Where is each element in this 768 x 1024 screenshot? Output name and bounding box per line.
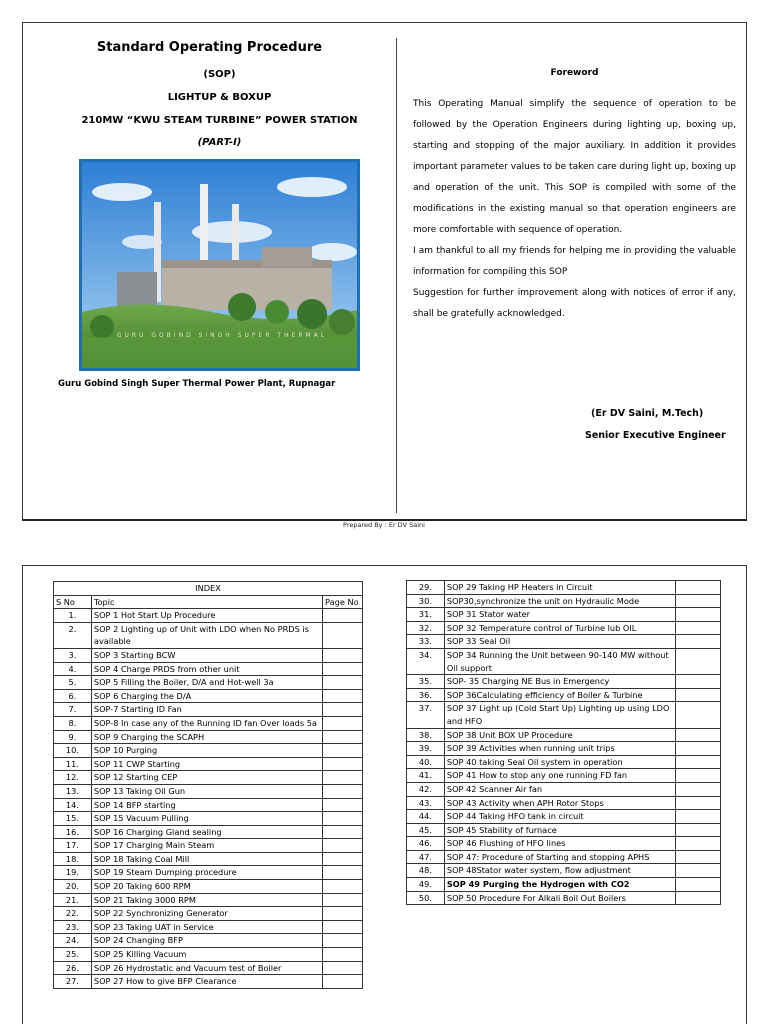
row-page bbox=[676, 688, 721, 702]
row-page bbox=[676, 742, 721, 756]
row-topic: SOP 4 Charge PRDS from other unit bbox=[91, 662, 322, 676]
table-row bbox=[407, 864, 721, 878]
row-number: 22. bbox=[54, 907, 92, 921]
row-topic: SOP30,synchronize the unit on Hydraulic Mode bbox=[444, 594, 675, 608]
table-row bbox=[407, 675, 721, 689]
row-page bbox=[323, 757, 363, 771]
table-row bbox=[407, 796, 721, 810]
table-row bbox=[54, 703, 363, 717]
row-page bbox=[323, 648, 363, 662]
row-topic: SOP 39 Activities when running unit trips bbox=[444, 742, 675, 756]
row-topic: SOP 3 Starting BCW bbox=[91, 648, 322, 662]
row-page bbox=[676, 837, 721, 851]
photo-overlay-text: GURU GOBIND SINGH SUPER THERMAL bbox=[116, 332, 328, 339]
row-number: 36. bbox=[407, 688, 445, 702]
table-row bbox=[407, 688, 721, 702]
power-plant-photo bbox=[79, 159, 360, 371]
table-row bbox=[54, 784, 363, 798]
row-number: 39. bbox=[407, 742, 445, 756]
row-number: 47. bbox=[407, 850, 445, 864]
row-page bbox=[676, 648, 721, 674]
row-number: 43. bbox=[407, 796, 445, 810]
row-number: 46. bbox=[407, 837, 445, 851]
row-topic: SOP 15 Vacuum Pulling bbox=[91, 812, 322, 826]
row-topic: SOP 32 Temperature control of Turbine lub OIL bbox=[444, 621, 675, 635]
row-page bbox=[676, 608, 721, 622]
row-number: 26. bbox=[54, 961, 92, 975]
row-page bbox=[676, 702, 721, 728]
row-number: 19. bbox=[54, 866, 92, 880]
table-row bbox=[407, 608, 721, 622]
row-topic: SOP 16 Charging Gland sealing bbox=[91, 825, 322, 839]
row-number: 49. bbox=[407, 878, 445, 892]
row-topic: SOP 36Calculating efficiency of Boiler & Turbine bbox=[444, 688, 675, 702]
table-row bbox=[54, 648, 363, 662]
table-row bbox=[407, 823, 721, 837]
column-divider bbox=[396, 38, 397, 513]
table-row bbox=[54, 798, 363, 812]
table-row bbox=[54, 907, 363, 921]
row-page bbox=[323, 798, 363, 812]
row-topic: SOP 26 Hydrostatic and Vacuum test of Boiler bbox=[91, 961, 322, 975]
row-number: 14. bbox=[54, 798, 92, 812]
row-topic: SOP 34 Running the Unit between 90-140 MW without Oil support bbox=[444, 648, 675, 674]
row-page bbox=[323, 880, 363, 894]
row-topic: SOP 33 Seal Oil bbox=[444, 635, 675, 649]
row-page bbox=[676, 810, 721, 824]
row-page bbox=[323, 784, 363, 798]
row-topic: SOP 19 Steam Dumping procedure bbox=[91, 866, 322, 880]
row-number: 8. bbox=[54, 716, 92, 730]
index-page bbox=[22, 565, 747, 1024]
header-page: Page No bbox=[323, 595, 363, 609]
row-topic: SOP 12 Starting CEP bbox=[91, 771, 322, 785]
index-title: INDEX bbox=[54, 582, 363, 596]
row-number: 3. bbox=[54, 648, 92, 662]
row-page bbox=[323, 934, 363, 948]
row-topic: SOP 25 Killing Vacuum bbox=[91, 948, 322, 962]
row-page bbox=[323, 622, 363, 648]
row-page bbox=[676, 878, 721, 892]
table-row bbox=[54, 880, 363, 894]
row-number: 2. bbox=[54, 622, 92, 648]
row-number: 50. bbox=[407, 891, 445, 905]
table-row bbox=[54, 662, 363, 676]
row-topic: SOP 9 Charging the SCAPH bbox=[91, 730, 322, 744]
row-number: 16. bbox=[54, 825, 92, 839]
row-topic: SOP 43 Activity when APH Rotor Stops bbox=[444, 796, 675, 810]
signature-title: Senior Executive Engineer bbox=[585, 430, 726, 441]
row-number: 6. bbox=[54, 689, 92, 703]
table-row bbox=[407, 621, 721, 635]
row-page bbox=[323, 975, 363, 989]
row-topic: SOP 37 Light up (Cold Start Up) Lighting up using LDO and HFO bbox=[444, 702, 675, 728]
row-number: 38. bbox=[407, 728, 445, 742]
row-page bbox=[676, 850, 721, 864]
row-topic: SOP 50 Procedure For Alkali Boil Out Boilers bbox=[444, 891, 675, 905]
row-number: 13. bbox=[54, 784, 92, 798]
index-table-left bbox=[53, 581, 363, 989]
row-page bbox=[323, 852, 363, 866]
table-row bbox=[54, 961, 363, 975]
table-row bbox=[54, 948, 363, 962]
row-page bbox=[323, 812, 363, 826]
index-table-right bbox=[406, 580, 721, 905]
row-page bbox=[676, 635, 721, 649]
table-row bbox=[54, 771, 363, 785]
table-row bbox=[54, 676, 363, 690]
foreword-paragraph-2: I am thankful to all my friends for helping me in providing the valuable information for compiling this SOP bbox=[413, 246, 736, 277]
table-row bbox=[407, 878, 721, 892]
row-topic: SOP 13 Taking Oil Gun bbox=[91, 784, 322, 798]
row-topic: SOP- 35 Charging NE Bus in Emergency bbox=[444, 675, 675, 689]
row-topic: SOP 24 Changing BFP bbox=[91, 934, 322, 948]
row-topic: SOP 41 How to stop any one running FD fan bbox=[444, 769, 675, 783]
row-page bbox=[676, 594, 721, 608]
row-topic: SOP 5 Filling the Boiler, D/A and Hot-well 3a bbox=[91, 676, 322, 690]
table-row bbox=[407, 769, 721, 783]
table-row bbox=[54, 839, 363, 853]
row-number: 45. bbox=[407, 823, 445, 837]
row-page bbox=[323, 744, 363, 758]
row-number: 1. bbox=[54, 609, 92, 623]
table-row bbox=[54, 744, 363, 758]
table-row bbox=[54, 893, 363, 907]
table-row bbox=[54, 716, 363, 730]
row-topic: SOP 45 Stability of furnace bbox=[444, 823, 675, 837]
row-number: 44. bbox=[407, 810, 445, 824]
row-topic: SOP 23 Taking UAT in Service bbox=[91, 920, 322, 934]
sop-label: (SOP) bbox=[203, 69, 236, 80]
table-row bbox=[54, 689, 363, 703]
foreword-heading: Foreword bbox=[550, 68, 599, 78]
cover-page bbox=[22, 22, 747, 521]
row-topic: SOP 48Stator water system, flow adjustment bbox=[444, 864, 675, 878]
row-topic: SOP 31 Stator water bbox=[444, 608, 675, 622]
row-page bbox=[676, 823, 721, 837]
table-row bbox=[407, 648, 721, 674]
table-row bbox=[54, 757, 363, 771]
row-page bbox=[676, 796, 721, 810]
row-topic: SOP 49 Purging the Hydrogen with CO2 bbox=[444, 878, 675, 892]
row-page bbox=[323, 893, 363, 907]
row-topic: SOP 20 Taking 600 RPM bbox=[91, 880, 322, 894]
row-page bbox=[323, 825, 363, 839]
row-number: 25. bbox=[54, 948, 92, 962]
prepared-by: Prepared By : Er DV Saini bbox=[343, 521, 425, 529]
table-row bbox=[407, 728, 721, 742]
row-number: 30. bbox=[407, 594, 445, 608]
row-topic: SOP 6 Charging the D/A bbox=[91, 689, 322, 703]
row-number: 15. bbox=[54, 812, 92, 826]
row-number: 40. bbox=[407, 755, 445, 769]
row-number: 23. bbox=[54, 920, 92, 934]
row-number: 24. bbox=[54, 934, 92, 948]
table-row bbox=[54, 812, 363, 826]
row-topic: SOP 40 taking Seal Oil system in operation bbox=[444, 755, 675, 769]
station-name: 210MW “KWU STEAM TURBINE” POWER STATION bbox=[81, 115, 358, 126]
row-number: 5. bbox=[54, 676, 92, 690]
header-sno: S No bbox=[54, 595, 92, 609]
row-number: 20. bbox=[54, 880, 92, 894]
table-row bbox=[54, 852, 363, 866]
table-row bbox=[407, 702, 721, 728]
table-row bbox=[54, 975, 363, 989]
row-topic: SOP 27 How to give BFP Clearance bbox=[91, 975, 322, 989]
row-number: 37. bbox=[407, 702, 445, 728]
row-topic: SOP 29 Taking HP Heaters in Circuit bbox=[444, 581, 675, 595]
row-page bbox=[323, 771, 363, 785]
row-page bbox=[323, 716, 363, 730]
row-number: 33. bbox=[407, 635, 445, 649]
table-row bbox=[407, 850, 721, 864]
row-page bbox=[676, 864, 721, 878]
row-number: 21. bbox=[54, 893, 92, 907]
row-topic: SOP 11 CWP Starting bbox=[91, 757, 322, 771]
table-row bbox=[407, 782, 721, 796]
row-number: 34. bbox=[407, 648, 445, 674]
row-topic: SOP 46 Flushing of HFO lines bbox=[444, 837, 675, 851]
signature-name: (Er DV Saini, M.Tech) bbox=[591, 408, 704, 419]
table-row bbox=[407, 837, 721, 851]
row-number: 27. bbox=[54, 975, 92, 989]
row-number: 32. bbox=[407, 621, 445, 635]
row-page bbox=[323, 948, 363, 962]
row-topic: SOP 1 Hot Start Up Procedure bbox=[91, 609, 322, 623]
table-row bbox=[54, 825, 363, 839]
row-number: 18. bbox=[54, 852, 92, 866]
row-topic: SOP 14 BFP starting bbox=[91, 798, 322, 812]
row-page bbox=[676, 675, 721, 689]
row-page bbox=[676, 769, 721, 783]
row-page bbox=[323, 662, 363, 676]
row-number: 11. bbox=[54, 757, 92, 771]
row-number: 41. bbox=[407, 769, 445, 783]
foreword-paragraph-1: This Operating Manual simplify the sequence of operation to be followed by the Operation Engineers during lighting up, boxing up, starting and stopping of the major auxiliary. In addition it provides important parameter values to be taken care during light up, boxing up and operation of the unit. This SOP is compiled with some of the modifications in the existing manual so that operation engineers are more comfortable with sequence of operation. bbox=[413, 99, 736, 235]
row-page bbox=[323, 609, 363, 623]
row-number: 4. bbox=[54, 662, 92, 676]
row-number: 7. bbox=[54, 703, 92, 717]
row-page bbox=[323, 907, 363, 921]
row-topic: SOP 42 Scanner Air fan bbox=[444, 782, 675, 796]
part-label: (PART-I) bbox=[197, 137, 242, 148]
row-page bbox=[323, 730, 363, 744]
table-row bbox=[407, 594, 721, 608]
row-number: 35. bbox=[407, 675, 445, 689]
row-number: 42. bbox=[407, 782, 445, 796]
table-row bbox=[54, 866, 363, 880]
table-row bbox=[407, 635, 721, 649]
row-page bbox=[676, 755, 721, 769]
table-row bbox=[54, 920, 363, 934]
row-topic: SOP 18 Taking Coal Mill bbox=[91, 852, 322, 866]
row-topic: SOP 2 Lighting up of Unit with LDO when No PRDS is available bbox=[91, 622, 322, 648]
document-subtitle: LIGHTUP & BOXUP bbox=[167, 92, 272, 103]
row-topic: SOP 10 Purging bbox=[91, 744, 322, 758]
table-row bbox=[54, 730, 363, 744]
table-row bbox=[407, 581, 721, 595]
row-page bbox=[323, 839, 363, 853]
row-topic: SOP 22 Synchronizing Generator bbox=[91, 907, 322, 921]
row-page bbox=[676, 891, 721, 905]
photo-caption: Guru Gobind Singh Super Thermal Power Plant, Rupnagar bbox=[58, 379, 336, 389]
row-page bbox=[323, 961, 363, 975]
document-title: Standard Operating Procedure bbox=[96, 40, 323, 55]
row-number: 12. bbox=[54, 771, 92, 785]
table-row bbox=[407, 810, 721, 824]
row-topic: SOP-7 Starting ID Fan bbox=[91, 703, 322, 717]
row-page bbox=[676, 782, 721, 796]
row-page bbox=[323, 866, 363, 880]
foreword-body bbox=[413, 94, 736, 325]
row-page bbox=[323, 920, 363, 934]
row-page bbox=[323, 703, 363, 717]
row-page bbox=[676, 581, 721, 595]
table-row bbox=[407, 755, 721, 769]
row-number: 17. bbox=[54, 839, 92, 853]
table-row bbox=[407, 742, 721, 756]
row-page bbox=[323, 676, 363, 690]
row-number: 10. bbox=[54, 744, 92, 758]
row-number: 9. bbox=[54, 730, 92, 744]
row-number: 31. bbox=[407, 608, 445, 622]
row-number: 29. bbox=[407, 581, 445, 595]
table-row bbox=[54, 622, 363, 648]
row-topic: SOP 17 Charging Main Steam bbox=[91, 839, 322, 853]
row-page bbox=[676, 728, 721, 742]
row-topic: SOP 21 Taking 3000 RPM bbox=[91, 893, 322, 907]
row-number: 48. bbox=[407, 864, 445, 878]
row-topic: SOP-8 In case any of the Running ID fan Over loads 5a bbox=[91, 716, 322, 730]
table-row bbox=[407, 891, 721, 905]
row-topic: SOP 44 Taking HFO tank in circuit bbox=[444, 810, 675, 824]
row-topic: SOP 38 Unit BOX UP Procedure bbox=[444, 728, 675, 742]
row-page bbox=[676, 621, 721, 635]
table-row bbox=[54, 609, 363, 623]
header-topic: Topic bbox=[91, 595, 322, 609]
row-page bbox=[323, 689, 363, 703]
foreword-paragraph-3: Suggestion for further improvement along with notices of error if any, shall be gratefully acknowledged. bbox=[413, 288, 736, 319]
row-topic: SOP 47: Procedure of Starting and stopping APHS bbox=[444, 850, 675, 864]
table-row bbox=[54, 934, 363, 948]
